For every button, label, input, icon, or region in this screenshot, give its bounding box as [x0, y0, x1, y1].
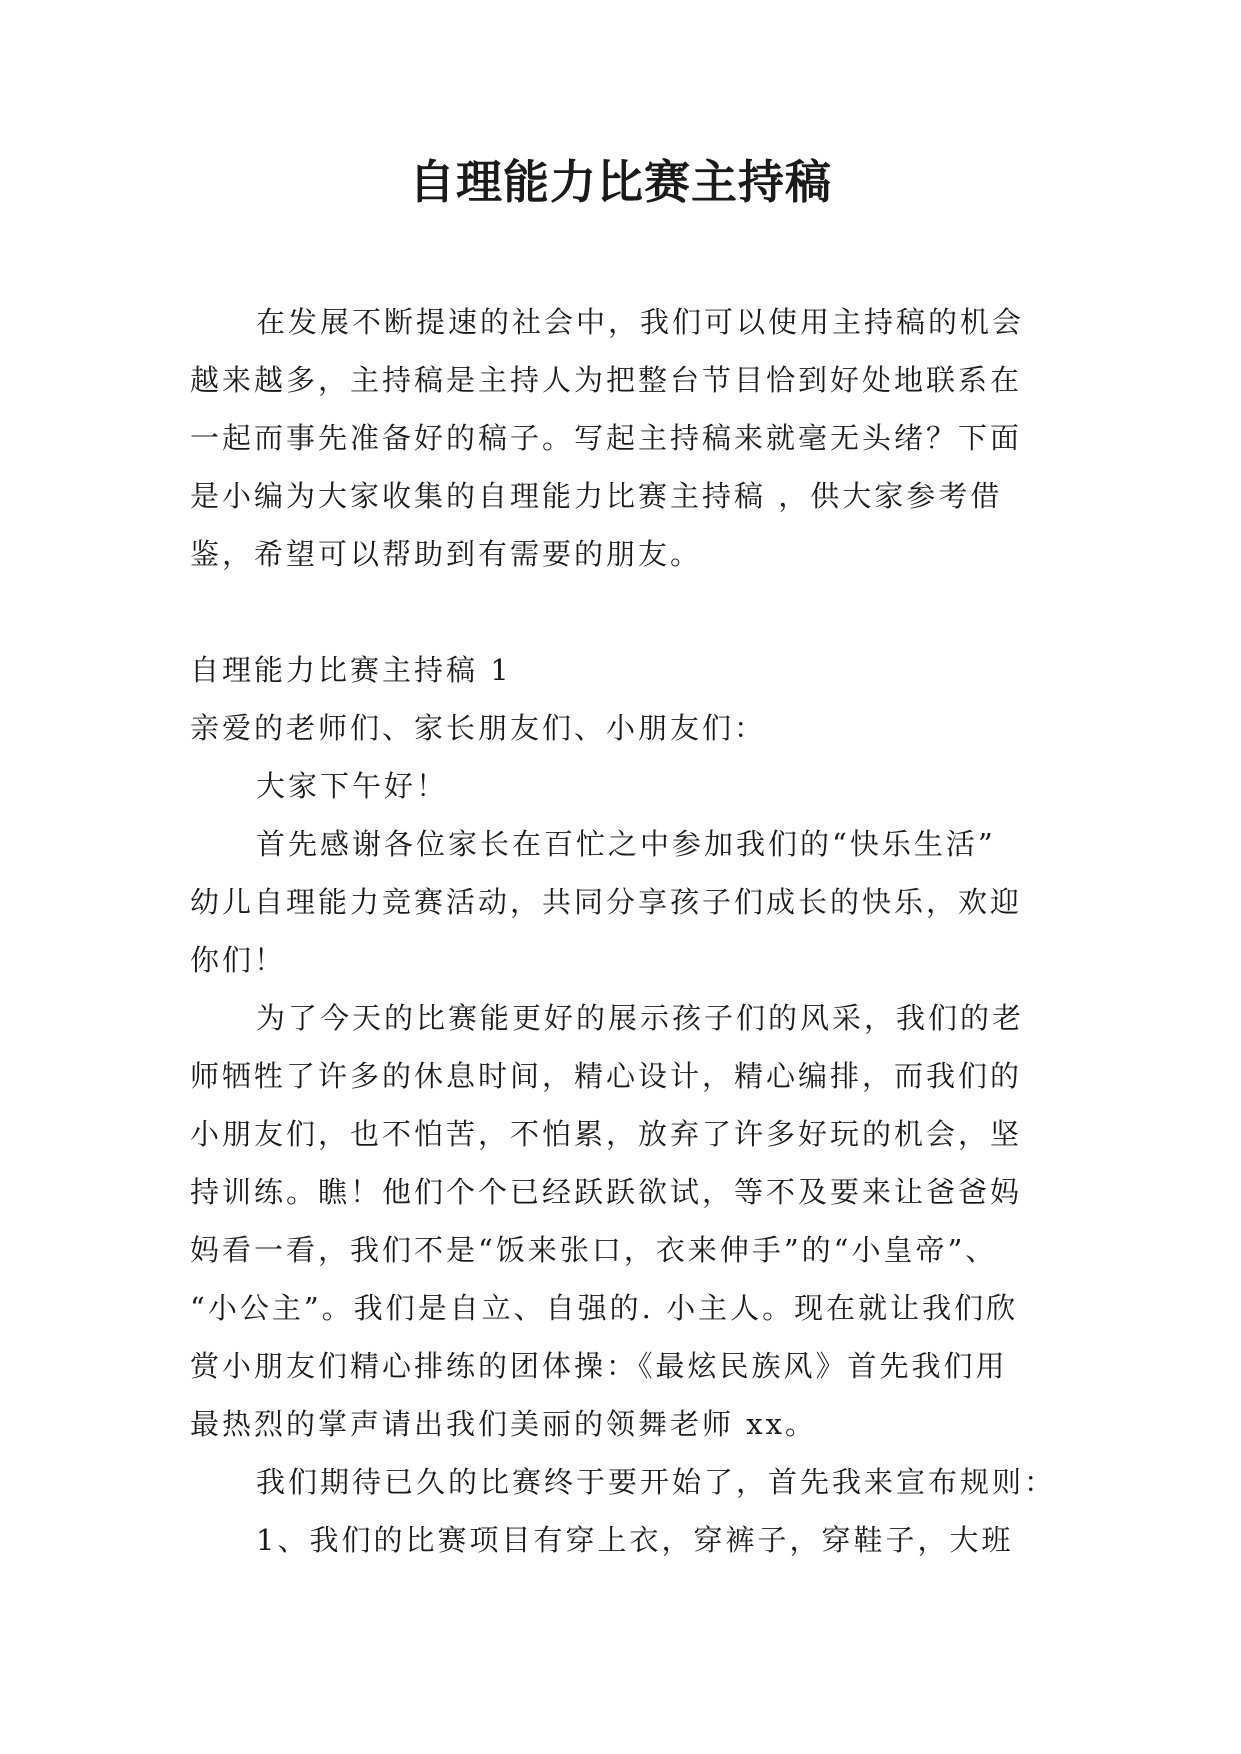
paragraph-line: 妈看一看，我们不是“饭来张口，衣来伸手”的“小皇帝”、: [190, 1233, 998, 1267]
paragraph-line: 首先感谢各位家长在百忙之中参加我们的“快乐生活”: [256, 827, 996, 861]
paragraph-line: 是小编为大家收集的自理能力比赛主持稿 ，供大家参考借: [190, 479, 1003, 513]
paragraph: [190, 1511, 1050, 1569]
paragraph-line: 你们！: [190, 943, 287, 977]
paragraph: [190, 1453, 1057, 1511]
paragraph-line: 赏小朋友们精心排练的团体操：《最炫民族风》首先我们用: [190, 1349, 1008, 1383]
paragraph-line: 我们期待已久的比赛终于要开始了，首先我来宣布规则：: [256, 1465, 1057, 1499]
paragraph-spacer: [190, 583, 1050, 641]
page-title: 自理能力比赛主持稿: [409, 155, 832, 209]
paragraph-line: 最热烈的掌声请出我们美丽的领舞老师 xx。: [190, 1407, 817, 1441]
intro-paragraph: [190, 293, 1050, 583]
paragraph-line: 在发展不断提速的社会中，我们可以使用主持稿的机会: [256, 305, 1025, 339]
paragraph-line: 越来越多，主持稿是主持人为把整台节目恰到好处地联系在: [190, 363, 1023, 397]
greeting: 大家下午好！: [256, 769, 449, 803]
section-heading: 自理能力比赛主持稿 1: [190, 653, 512, 687]
document-body: [190, 293, 1057, 1569]
salutation: 亲爱的老师们、家长朋友们、小朋友们：: [190, 711, 767, 745]
paragraph-line: 鉴，希望可以帮助到有需要的朋友。: [190, 537, 703, 571]
paragraph-line: 师牺牲了许多的休息时间，精心设计，精心编排，而我们的: [190, 1059, 1023, 1093]
paragraph-line: 幼儿自理能力竞赛活动，共同分享孩子们成长的快乐，欢迎: [190, 885, 1023, 919]
paragraph-line: “小公主”。我们是自立、自强的. 小主人。现在就让我们欣: [190, 1291, 1019, 1325]
paragraph-line: 为了今天的比赛能更好的展示孩子们的风采，我们的老: [256, 1001, 1025, 1035]
paragraph: [190, 989, 1050, 1453]
paragraph-line: 小朋友们，也不怕苦，不怕累，放弃了许多好玩的机会，坚: [190, 1117, 1023, 1151]
paragraph-line: 持训练。瞧！他们个个已经跃跃欲试，等不及要来让爸爸妈: [190, 1175, 1023, 1209]
paragraph: [190, 815, 1050, 989]
paragraph-line: 1、我们的比赛项目有穿上衣，穿裤子，穿鞋子，大班: [256, 1523, 1014, 1557]
paragraph-line: 一起而事先准备好的稿子。写起主持稿来就毫无头绪？下面: [190, 421, 1023, 455]
